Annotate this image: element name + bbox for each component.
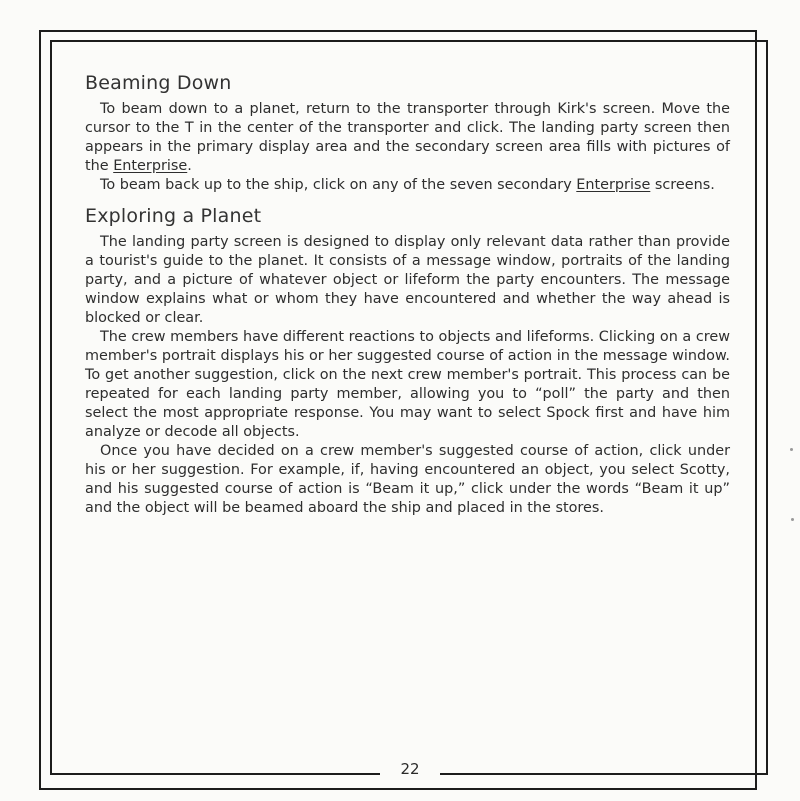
underlined-title: Enterprise	[576, 177, 651, 193]
section-heading-beaming-down: Beaming Down	[85, 72, 232, 94]
text-run: The landing party screen is designed to display only relevant data rather than provide a tourist's guide to the planet. It consists of a message window, portraits of the landing party, and a picture of whatever object or lifeform the party encounters. The message window explains what or whom they have encountered and whether the way ahead is blocked or clear.	[85, 234, 730, 326]
section-heading-exploring-a-planet: Exploring a Planet	[85, 205, 262, 227]
body-paragraph	[85, 233, 730, 328]
text-run: .	[187, 158, 192, 174]
body-paragraph	[85, 328, 730, 442]
page-number: 22	[380, 760, 440, 778]
scan-speck	[790, 448, 793, 451]
text-run: To beam back up to the ship, click on any of the seven secondary	[100, 177, 577, 193]
body-paragraph	[85, 442, 730, 518]
text-run: The crew members have different reactions to objects and lifeforms. Clicking on a crew member's portrait displays his or her suggested course of action in the message window. To get another suggestion, click on the next crew member's portrait. This process can be repeated for each landing party member, allowing you to “poll” the party and then select the most appropriate response. You may want to select Spock first and have him analyze or decode all objects.	[85, 329, 730, 440]
text-run: Once you have decided on a crew member's suggested course of action, click under his or her suggestion. For example, if, having encountered an object, you select Scotty, and his suggested course of action is “Beam it up,” click under the words “Beam it up” and the object will be beamed aboard the ship and placed in the stores.	[85, 443, 730, 516]
scan-speck	[791, 518, 794, 521]
text-run: screens.	[650, 177, 715, 193]
text-run: To beam down to a planet, return to the transporter through Kirk's screen. Move the cursor to the T in the center of the transporter and click. The landing party screen then appears in the primary display area and the secondary screen area fills with pictures of the	[85, 101, 730, 174]
section-body-beaming-down	[85, 100, 730, 195]
section-body-exploring-a-planet	[85, 233, 730, 518]
body-paragraph	[85, 176, 730, 195]
body-paragraph	[85, 100, 730, 176]
underlined-title: Enterprise	[113, 158, 188, 174]
manual-page-content	[85, 72, 730, 518]
